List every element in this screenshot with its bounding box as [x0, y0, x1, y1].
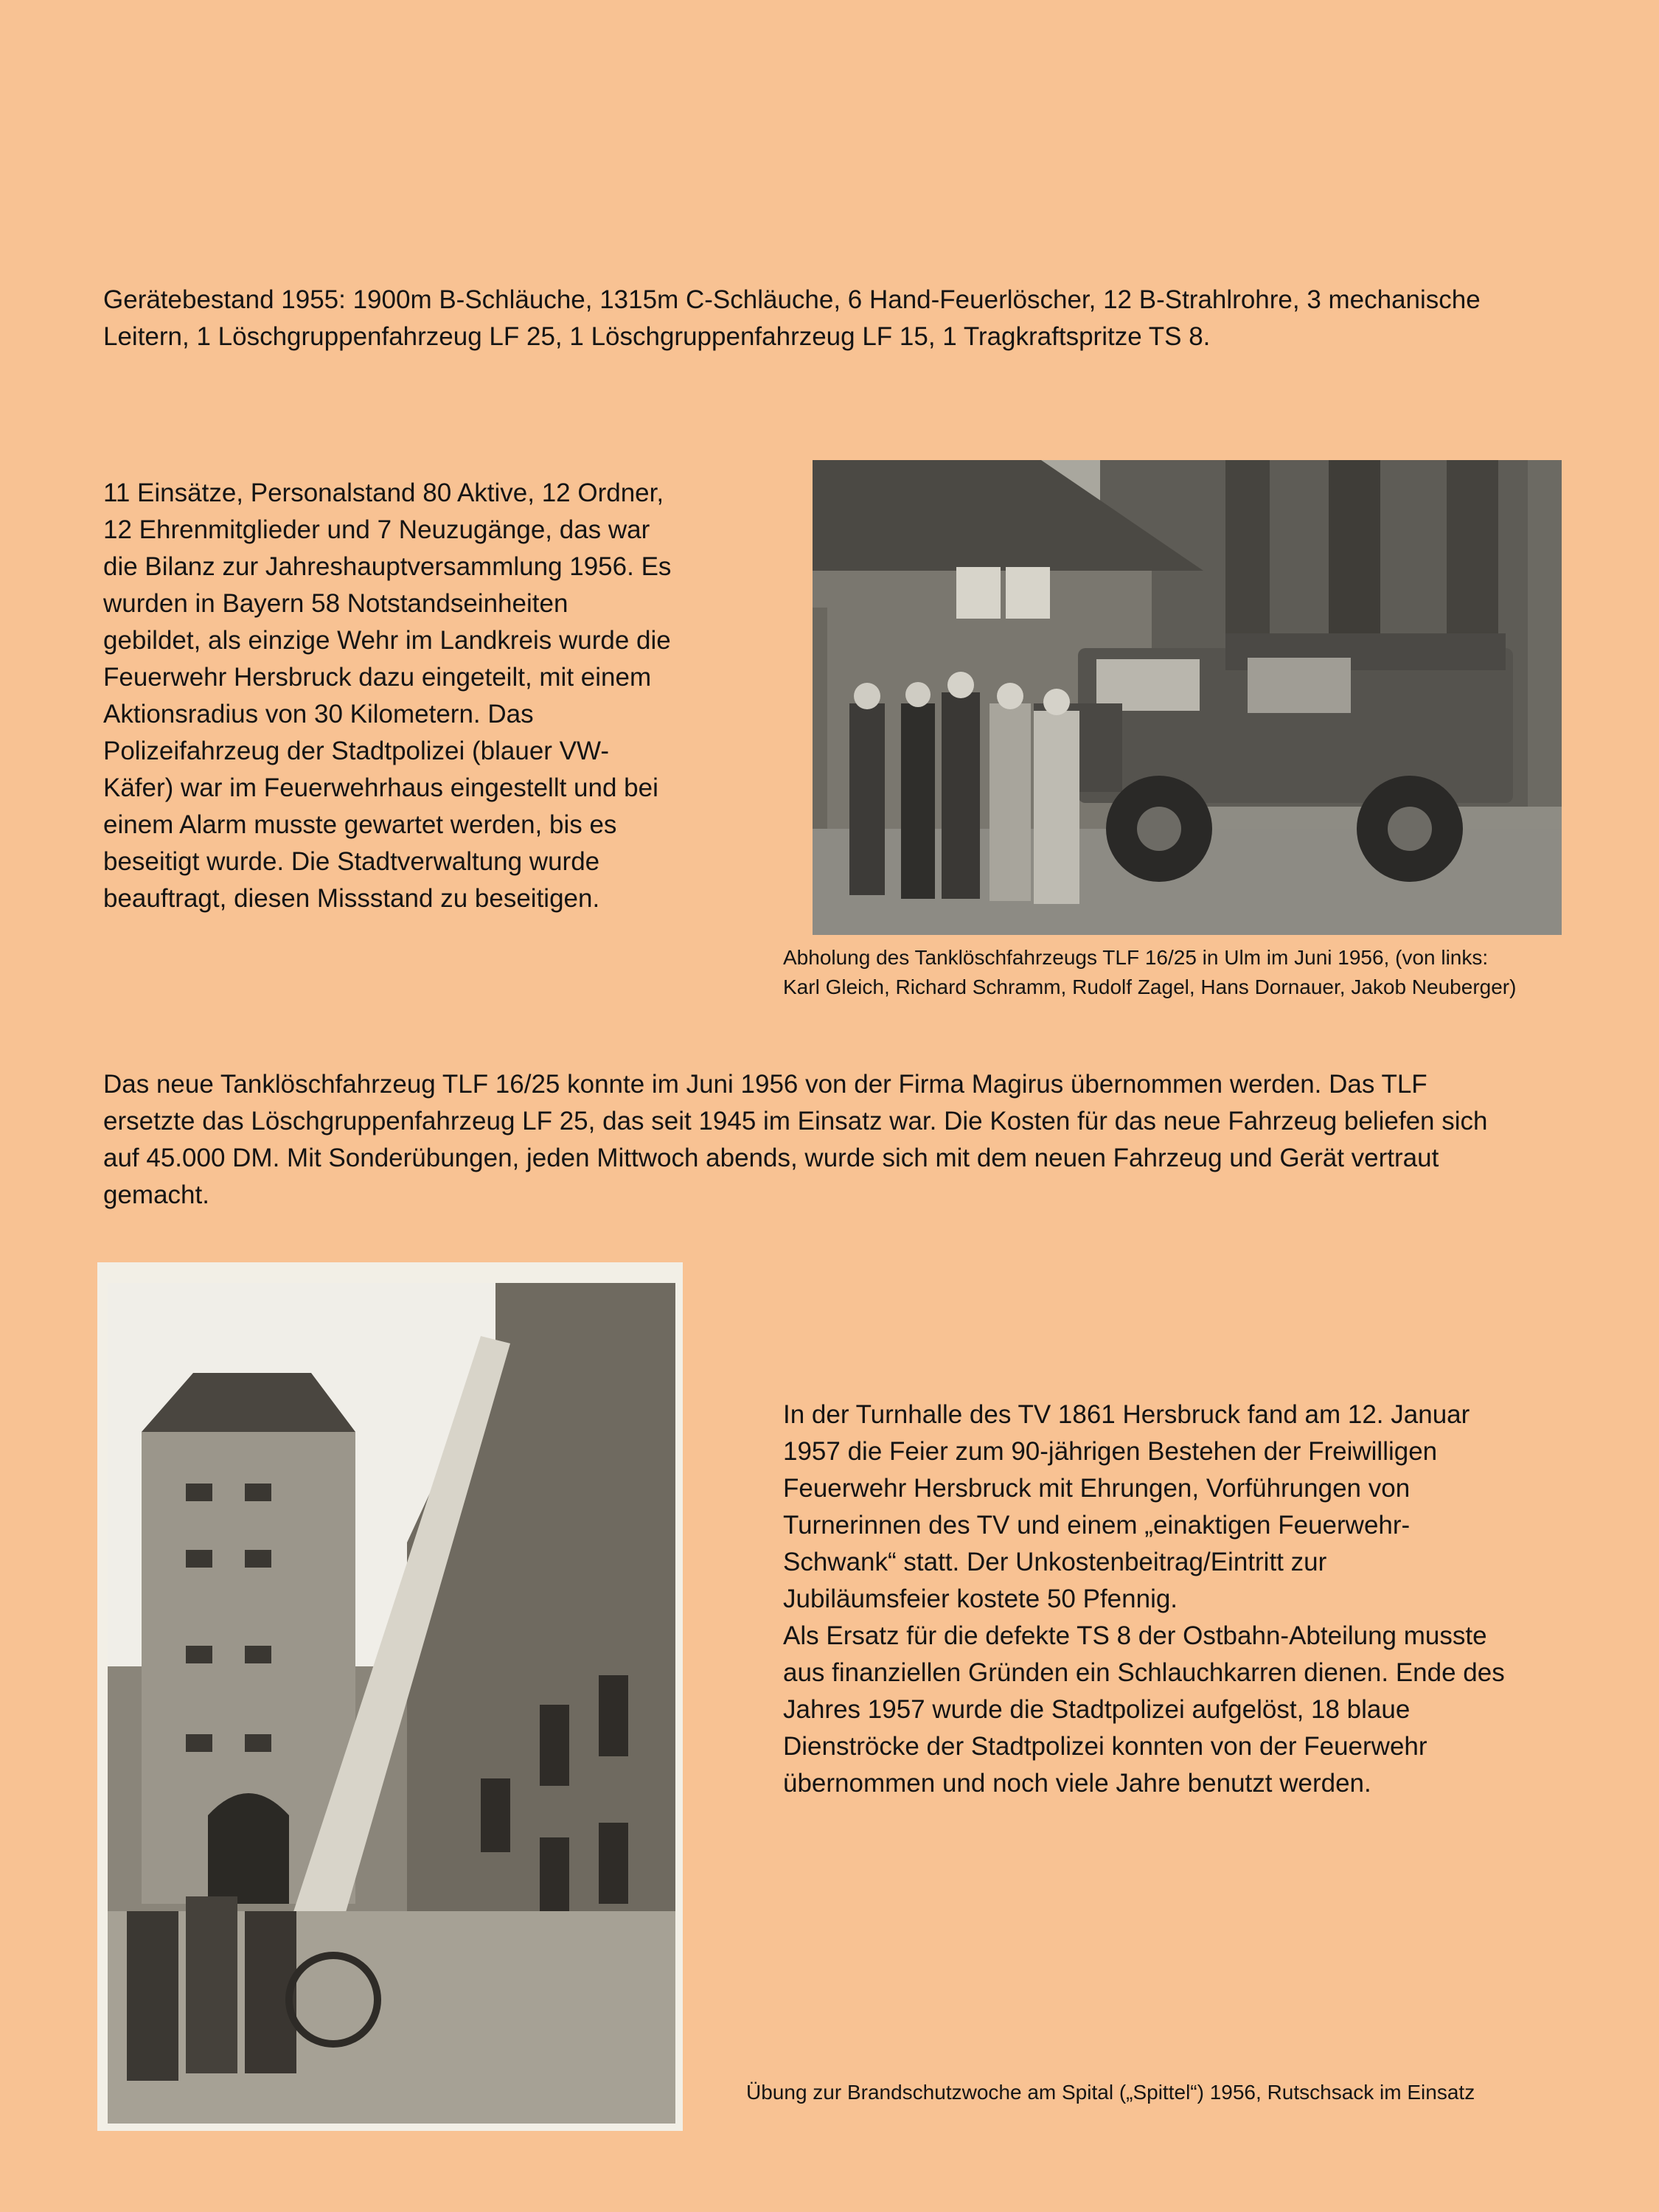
- paragraph-anniversary-1957: In der Turnhalle des TV 1861 Hersbruck fand am 12. Januar 1957 die Feier zum 90-jährigen Bestehen der Freiwilligen Feuerwehr Hersbruck mit Ehrungen, Vorführungen von Turnerinnen des TV und einem „einaktigen Feuerwehr- Schwank“ statt. Der Unkostenbeitrag/Eintritt zur Jubiläumsfeier kostete 50 Pfennig. Als Ersatz für die defekte TS 8 der Ostbahn-Abteilung musste aus finanziellen Gründen ein Schlauchkarren dienen. Ende des Jahres 1957 wurde die Stadtpolizei aufgelöst, 18 blaue Dienströcke der Stadtpolizei konnten von der Feuerwehr übernommen und noch viele Jahre benutzt werden.: [783, 1400, 1505, 1798]
- caption-fire-truck-photo: Abholung des Tanklöschfahrzeugs TLF 16/25 in Ulm im Juni 1956, (von links: Karl Gleich, Richard Schramm, Rudolf Zagel, Hans Dornauer, Jakob Neuberger): [783, 946, 1517, 998]
- paragraph-annual-meeting-1956: 11 Einsätze, Personalstand 80 Aktive, 12 Ordner, 12 Ehrenmitglieder und 7 Neuzugänge, das war die Bilanz zur Jahreshauptversammlung 1956. Es wurden in Bayern 58 Notstandseinheiten gebildet, als einzige Wehr im Landkreis wurde die Feuerwehr Hersbruck dazu eingeteilt, mit einem Aktionsradius von 30 Kilometern. Das Polizeifahrzeug der Stadtpolizei (blauer VW- Käfer) war im Feuerwehrhaus eingestellt und bei einem Alarm musste gewartet werden, bis es beseitigt wurde. Die Stadtverwaltung wurde beauftragt, diesen Missstand zu beseitigen.: [103, 479, 672, 913]
- paragraph-new-tlf: Das neue Tanklöschfahrzeug TLF 16/25 konnte im Juni 1956 von der Firma Magirus übernommen werden. Das TLF ersetzte das Löschgruppenfahrzeug LF 25, das seit 1945 im Einsatz war. Die Kosten für das neue Fahrzeug beliefen sich auf 45.000 DM. Mit Sonderübungen, jeden Mittwoch abends, wurde sich mit dem neuen Fahrzeug und Gerät vertraut gemacht.: [103, 1070, 1488, 1209]
- paragraph-equipment-1955: Gerätebestand 1955: 1900m B-Schläuche, 1315m C-Schläuche, 6 Hand-Feuerlöscher, 12 B-Strahlrohre, 3 mechanische Leitern, 1 Löschgruppenfahrzeug LF 25, 1 Löschgruppenfahrzeug LF 15, 1 Tragkraftspritze TS 8.: [103, 285, 1481, 351]
- caption-drill-photo: Übung zur Brandschutzwoche am Spital („Spittel“) 1956, Rutschsack im Einsatz: [746, 2081, 1475, 2104]
- drill-photo: [97, 1262, 683, 2131]
- fire-truck-photo: [813, 460, 1562, 935]
